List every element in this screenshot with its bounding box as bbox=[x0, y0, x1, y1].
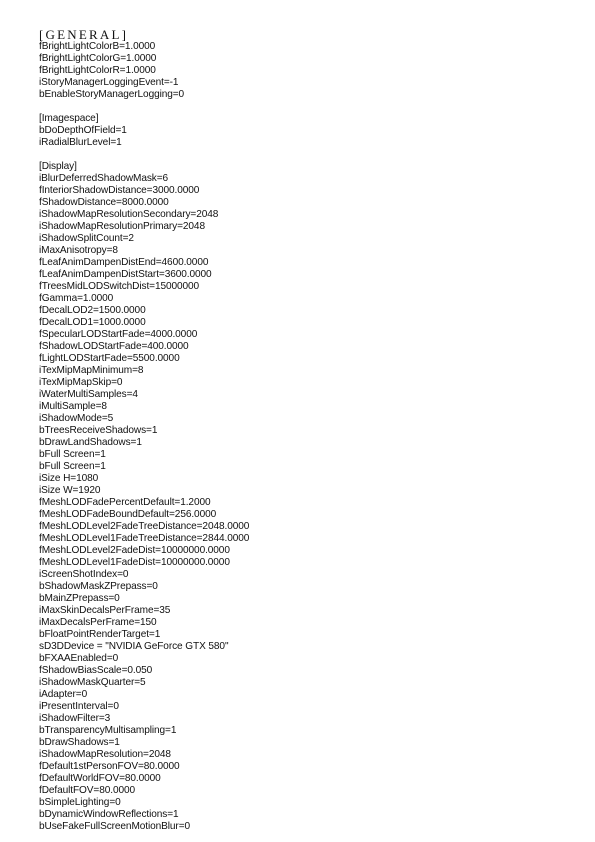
setting-line: fBrightLightColorG=1.0000 bbox=[39, 53, 157, 64]
section-heading: [Imagespace] bbox=[39, 113, 99, 124]
setting-line: iMaxAnisotropy=8 bbox=[39, 245, 118, 256]
setting-line: fMeshLODFadeBoundDefault=256.0000 bbox=[39, 509, 217, 520]
setting-line: iStoryManagerLoggingEvent=-1 bbox=[39, 77, 179, 88]
setting-line: iPresentInterval=0 bbox=[39, 701, 119, 712]
blank-line bbox=[39, 101, 579, 113]
setting-line: bDoDepthOfField=1 bbox=[39, 125, 127, 136]
setting-line: fDefault1stPersonFOV=80.0000 bbox=[39, 761, 180, 772]
setting-line: iTexMipMapMinimum=8 bbox=[39, 365, 144, 376]
setting-line: iScreenShotIndex=0 bbox=[39, 569, 129, 580]
setting-line: iTexMipMapSkip=0 bbox=[39, 377, 123, 388]
setting-line: bTransparencyMultisampling=1 bbox=[39, 725, 177, 736]
setting-line: bSimpleLighting=0 bbox=[39, 797, 121, 808]
setting-line: fShadowBiasScale=0.050 bbox=[39, 665, 153, 676]
setting-line: bDrawShadows=1 bbox=[39, 737, 120, 748]
setting-line: fShadowLODStartFade=400.0000 bbox=[39, 341, 189, 352]
setting-line: fLeafAnimDampenDistStart=3600.0000 bbox=[39, 269, 212, 280]
setting-line: iBlurDeferredShadowMask=6 bbox=[39, 173, 169, 184]
setting-line: bMainZPrepass=0 bbox=[39, 593, 120, 604]
setting-line: iMaxSkinDecalsPerFrame=35 bbox=[39, 605, 171, 616]
setting-line: fBrightLightColorR=1.0000 bbox=[39, 65, 156, 76]
setting-line: bFull Screen=1 bbox=[39, 449, 106, 460]
setting-line: iShadowSplitCount=2 bbox=[39, 233, 134, 244]
setting-line: iShadowMapResolution=2048 bbox=[39, 749, 171, 760]
setting-line: fMeshLODLevel1FadeDist=10000000.0000 bbox=[39, 557, 230, 568]
setting-line: bEnableStoryManagerLogging=0 bbox=[39, 89, 185, 100]
setting-line: fMeshLODLevel1FadeTreeDistance=2844.0000 bbox=[39, 533, 250, 544]
setting-line: bTreesReceiveShadows=1 bbox=[39, 425, 158, 436]
setting-line: fMeshLODLevel2FadeTreeDistance=2048.0000 bbox=[39, 521, 250, 532]
setting-line: iShadowMode=5 bbox=[39, 413, 114, 424]
setting-line: fDecalLOD2=1500.0000 bbox=[39, 305, 146, 316]
blank-line bbox=[39, 149, 579, 161]
setting-line: bFXAAEnabled=0 bbox=[39, 653, 119, 664]
setting-line: fLeafAnimDampenDistEnd=4600.0000 bbox=[39, 257, 209, 268]
setting-line: bFull Screen=1 bbox=[39, 461, 106, 472]
setting-line: fBrightLightColorB=1.0000 bbox=[39, 41, 156, 52]
setting-line: iMultiSample=8 bbox=[39, 401, 107, 412]
setting-line: fMeshLODFadePercentDefault=1.2000 bbox=[39, 497, 211, 508]
setting-line: bDynamicWindowReflections=1 bbox=[39, 809, 179, 820]
setting-line: fTreesMidLODSwitchDist=15000000 bbox=[39, 281, 200, 292]
setting-line: iMaxDecalsPerFrame=150 bbox=[39, 617, 157, 628]
setting-line: iAdapter=0 bbox=[39, 689, 88, 700]
setting-line: fDefaultFOV=80.0000 bbox=[39, 785, 136, 796]
setting-line: fDecalLOD1=1000.0000 bbox=[39, 317, 146, 328]
setting-line: bUseFakeFullScreenMotionBlur=0 bbox=[39, 821, 191, 832]
setting-line: sD3DDevice = "NVIDIA GeForce GTX 580" bbox=[39, 641, 229, 652]
setting-line: fGamma=1.0000 bbox=[39, 293, 114, 304]
setting-line: iSize W=1920 bbox=[39, 485, 101, 496]
ini-document bbox=[39, 28, 579, 833]
section-heading: [GENERAL] bbox=[39, 27, 129, 42]
setting-line: fLightLODStartFade=5500.0000 bbox=[39, 353, 180, 364]
setting-line: fDefaultWorldFOV=80.0000 bbox=[39, 773, 161, 784]
setting-line: iWaterMultiSamples=4 bbox=[39, 389, 138, 400]
setting-line: bShadowMaskZPrepass=0 bbox=[39, 581, 158, 592]
setting-line: fInteriorShadowDistance=3000.0000 bbox=[39, 185, 200, 196]
setting-line: iShadowMapResolutionPrimary=2048 bbox=[39, 221, 205, 232]
setting-line: iSize H=1080 bbox=[39, 473, 99, 484]
setting-line: fMeshLODLevel2FadeDist=10000000.0000 bbox=[39, 545, 230, 556]
setting-line: fSpecularLODStartFade=4000.0000 bbox=[39, 329, 198, 340]
setting-line: bDrawLandShadows=1 bbox=[39, 437, 142, 448]
setting-line: iRadialBlurLevel=1 bbox=[39, 137, 122, 148]
setting-line: iShadowMaskQuarter=5 bbox=[39, 677, 146, 688]
setting-line: fShadowDistance=8000.0000 bbox=[39, 197, 169, 208]
section-heading: [Display] bbox=[39, 161, 77, 172]
setting-line: iShadowFilter=3 bbox=[39, 713, 111, 724]
setting-line: iShadowMapResolutionSecondary=2048 bbox=[39, 209, 219, 220]
setting-line: bFloatPointRenderTarget=1 bbox=[39, 629, 161, 640]
